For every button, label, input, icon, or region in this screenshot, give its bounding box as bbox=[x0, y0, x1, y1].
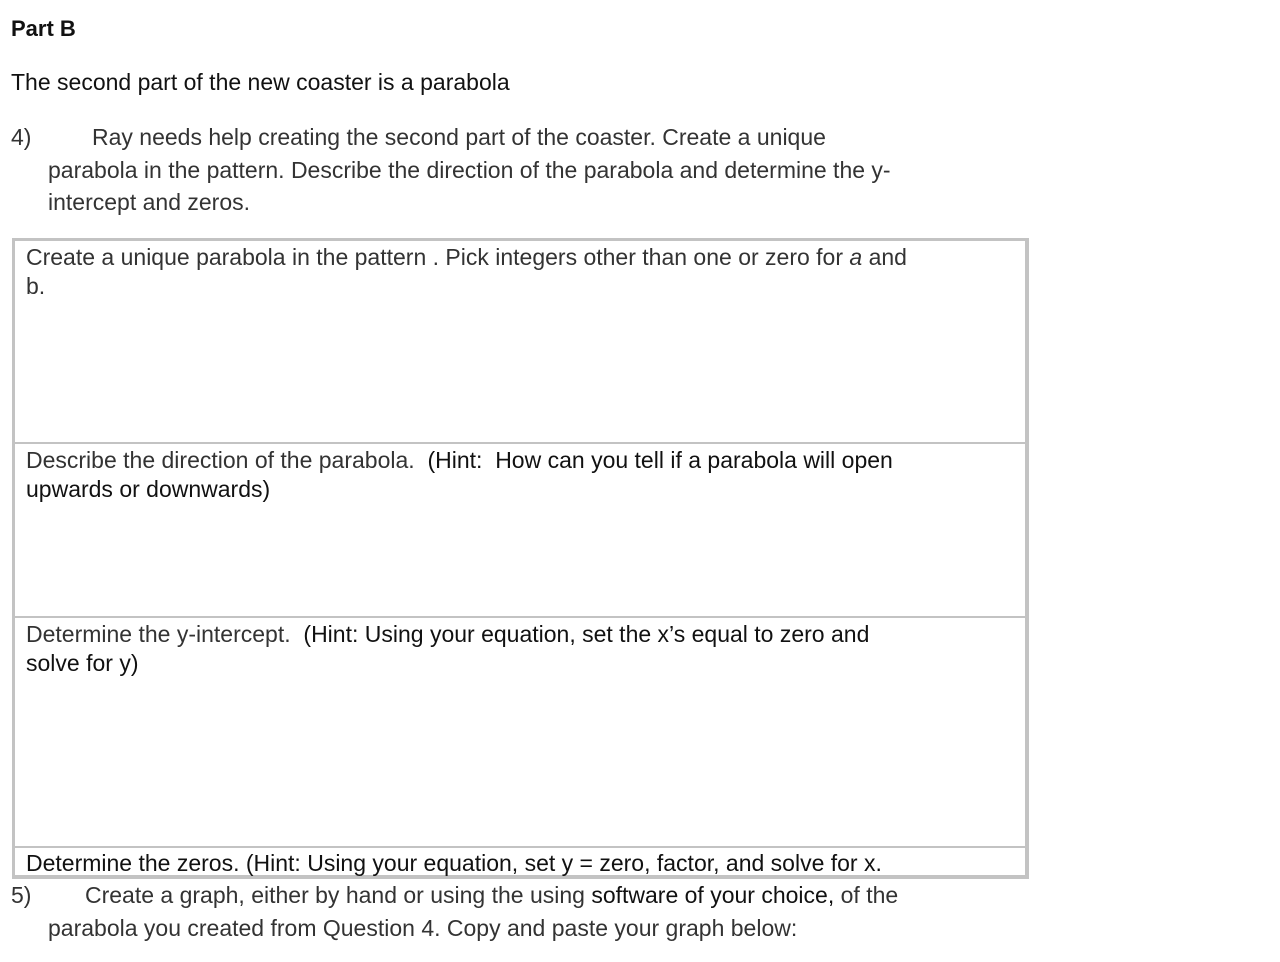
cell-prompt: and bbox=[862, 244, 907, 270]
question-5-line-2: parabola you created from Question 4. Copy and paste your graph below: bbox=[48, 915, 798, 941]
cell-prompt: Determine the zeros. (Hint: Using your equation, set y = zero, factor, and solve for x. bbox=[26, 850, 882, 876]
cell-prompt: b. bbox=[26, 273, 46, 299]
answer-cell-zeros[interactable] bbox=[15, 846, 1025, 875]
question-5-text: of the bbox=[834, 882, 899, 908]
question-5-line-1 bbox=[85, 879, 898, 912]
question-5-text: Create a graph, either by hand or using the using bbox=[85, 882, 592, 908]
question-4 bbox=[11, 121, 1011, 221]
answer-cell-direction[interactable] bbox=[15, 442, 1025, 616]
part-title: Part B bbox=[11, 16, 76, 41]
cell-hint: (Hint: Using your equation, set the x’s equal to zero and bbox=[290, 621, 870, 647]
cell-prompt: Describe the direction of the parabola. bbox=[26, 447, 415, 473]
cell-hint: (Hint: How can you tell if a parabola will open bbox=[414, 447, 893, 473]
answer-cell-equation[interactable] bbox=[15, 241, 1025, 442]
question-4-line-2: parabola in the pattern. Describe the direction of the parabola and determine the y- bbox=[48, 157, 891, 183]
question-4-line-3: intercept and zeros. bbox=[48, 189, 251, 215]
question-number: 5) bbox=[11, 882, 32, 908]
answer-table bbox=[12, 238, 1029, 879]
intro-text: The second part of the new coaster is a parabola bbox=[11, 69, 510, 95]
cell-prompt-italic: a bbox=[849, 244, 863, 270]
answer-cell-y-intercept[interactable] bbox=[15, 616, 1025, 846]
cell-hint: upwards or downwards) bbox=[26, 476, 271, 502]
cell-prompt: Create a unique parabola in the pattern . Pick integers other than one or zero for bbox=[26, 244, 850, 270]
question-number: 4) bbox=[11, 124, 32, 150]
question-5-text-dark: software of your choice, bbox=[591, 882, 835, 908]
question-4-line-1: Ray needs help creating the second part of the coaster. Create a unique bbox=[92, 124, 826, 150]
cell-hint: solve for y) bbox=[26, 650, 139, 676]
question-5 bbox=[11, 879, 1011, 949]
cell-prompt: Determine the y-intercept. bbox=[26, 621, 291, 647]
